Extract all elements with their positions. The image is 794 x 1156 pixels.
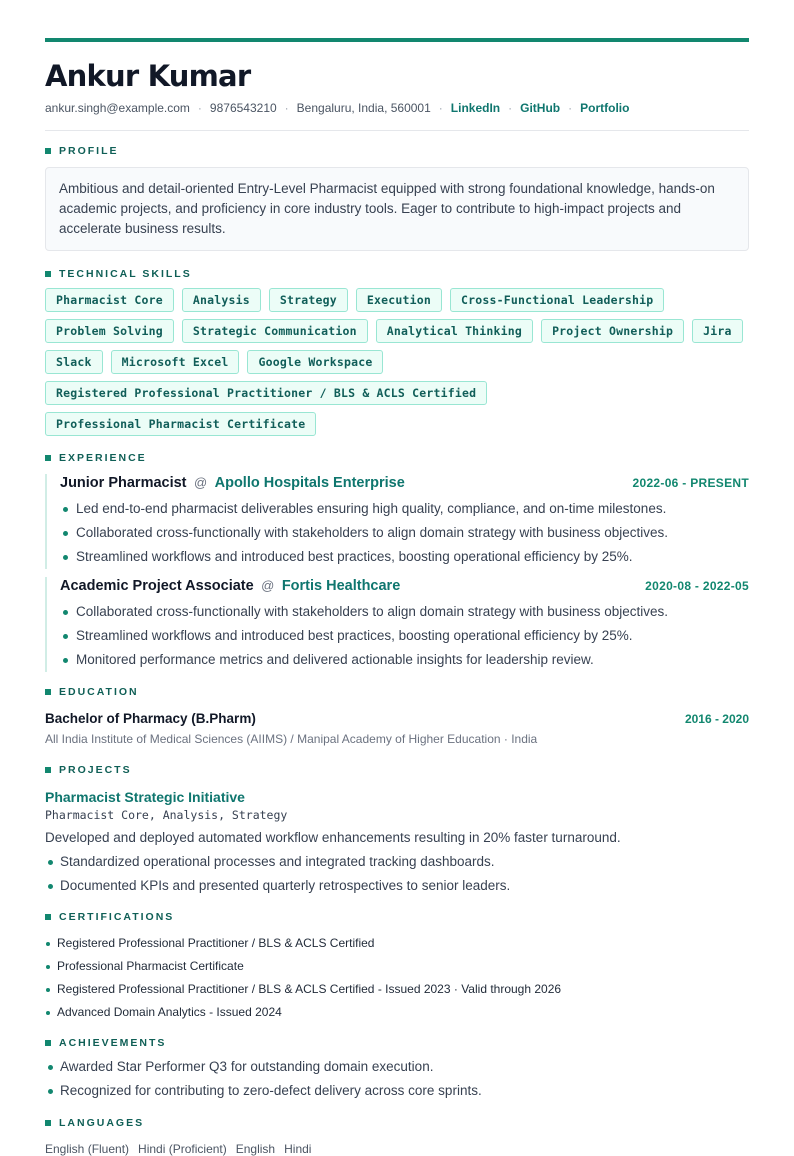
skill-chip: Microsoft Excel [111,350,240,374]
github-link[interactable]: GitHub [520,101,561,115]
list-item: Monitored performance metrics and delivered actionable insights for leadership review. [60,648,749,672]
degree: Bachelor of Pharmacy (B.Pharm) [45,711,256,726]
header-divider [45,130,749,131]
list-item: Collaborated cross-functionally with stakeholders to align domain strategy with business objectives. [60,521,749,545]
list-item: Awarded Star Performer Q3 for outstanding domain execution. [45,1055,749,1079]
experience-bullets [60,600,749,672]
project-tech: Pharmacist Core, Analysis, Strategy [45,808,288,822]
skill-chip: Slack [45,350,103,374]
experience-bullets [60,497,749,569]
list-item: Registered Professional Practitioner / BLS & ACLS Certified - Issued 2023 · Valid through 2026 [45,978,749,1001]
job-title: Academic Project Associate [60,578,254,594]
skill-chip: Execution [356,288,442,312]
list-item: Professional Pharmacist Certificate [45,955,749,978]
section-marker-icon [45,455,51,461]
institution: All India Institute of Medical Sciences (AIIMS) / Manipal Academy of Higher Education · India [45,732,538,746]
profile-summary: Ambitious and detail-oriented Entry-Level Pharmacist equipped with strong foundational knowledge, hands-on academic projects, and proficiency in core industry tools. Eager to contribute to high-impact projects and accelerate business results. [45,167,749,251]
list-item: Collaborated cross-functionally with stakeholders to align domain strategy with business objectives. [60,600,749,624]
job-dates: 2022-06 - PRESENT [632,476,749,490]
skills-list [45,288,749,436]
company-name: Apollo Hospitals Enterprise [214,475,405,491]
separator: · [568,101,573,115]
education-dates: 2016 - 2020 [684,712,749,726]
section-marker-icon [45,767,51,773]
list-item: Streamlined workflows and introduced best practices, boosting operational efficiency by 25%. [60,624,749,648]
experience-header [60,577,749,595]
section-title-certifications: CERTIFICATIONS [45,911,749,923]
section-marker-icon [45,689,51,695]
achievements-list [45,1055,749,1103]
list-item: Led end-to-end pharmacist deliverables ensuring high quality, compliance, and on-time milestones. [60,497,749,521]
skill-chip: Professional Pharmacist Certificate [45,412,316,436]
portfolio-link[interactable]: Portfolio [580,101,630,115]
skill-chip: Strategic Communication [182,319,368,343]
experience-entry [45,577,749,672]
section-title-profile: PROFILE [45,145,749,157]
language-item: Hindi [284,1142,312,1156]
linkedin-link[interactable]: LinkedIn [450,101,501,115]
email: ankur.singh@example.com [45,101,190,115]
section-title-education: EDUCATION [45,686,749,698]
phone: 9876543210 [209,101,277,115]
list-item: Advanced Domain Analytics - Issued 2024 [45,1001,749,1024]
list-item: Documented KPIs and presented quarterly retrospectives to senior leaders. [45,874,749,898]
section-title-experience: EXPERIENCE [45,452,749,464]
experience-header [60,474,749,492]
skill-chip: Analysis [182,288,261,312]
separator: · [284,101,289,115]
project-title: Pharmacist Strategic Initiative [45,789,245,805]
contact-line [45,100,749,116]
section-marker-icon [45,1040,51,1046]
section-marker-icon [45,1120,51,1126]
skill-chip: Registered Professional Practitioner / BLS & ACLS Certified [45,381,487,405]
skill-chip: Jira [692,319,743,343]
candidate-name: Ankur Kumar [45,59,251,93]
at-symbol: @ [193,475,208,490]
location: Bengaluru, India, 560001 [296,101,431,115]
education-header [45,711,749,726]
job-dates: 2020-08 - 2022-05 [645,579,749,593]
certifications-list [45,932,749,1024]
section-title-achievements: ACHIEVEMENTS [45,1037,749,1049]
section-title-projects: PROJECTS [45,764,749,776]
skill-chip: Problem Solving [45,319,174,343]
skill-chip: Pharmacist Core [45,288,174,312]
section-title-skills: TECHNICAL SKILLS [45,268,749,280]
separator: · [438,101,443,115]
section-marker-icon [45,271,51,277]
skill-chip: Cross-Functional Leadership [450,288,664,312]
project-bullets [45,850,749,898]
languages-list [45,1142,749,1156]
list-item: Standardized operational processes and integrated tracking dashboards. [45,850,749,874]
skill-chip: Project Ownership [541,319,684,343]
section-marker-icon [45,914,51,920]
separator: · [508,101,513,115]
job-title: Junior Pharmacist [60,475,187,491]
list-item: Recognized for contributing to zero-defect delivery across core sprints. [45,1079,749,1103]
language-item: English [235,1142,276,1156]
skill-chip: Google Workspace [247,350,383,374]
skill-chip: Analytical Thinking [376,319,533,343]
project-description: Developed and deployed automated workflow enhancements resulting in 20% faster turnaround. [45,830,621,845]
experience-entry [45,474,749,569]
section-marker-icon [45,148,51,154]
separator: · [197,101,202,115]
at-symbol: @ [261,578,275,593]
skill-chip: Strategy [269,288,348,312]
list-item: Streamlined workflows and introduced best practices, boosting operational efficiency by 25%. [60,545,749,569]
list-item: Registered Professional Practitioner / BLS & ACLS Certified [45,932,749,955]
company-name: Fortis Healthcare [281,578,401,594]
language-item: Hindi (Proficient) [138,1142,227,1156]
language-item: English (Fluent) [45,1142,130,1156]
accent-bar [45,38,749,42]
resume-page [45,38,749,1156]
section-title-languages: LANGUAGES [45,1117,749,1129]
